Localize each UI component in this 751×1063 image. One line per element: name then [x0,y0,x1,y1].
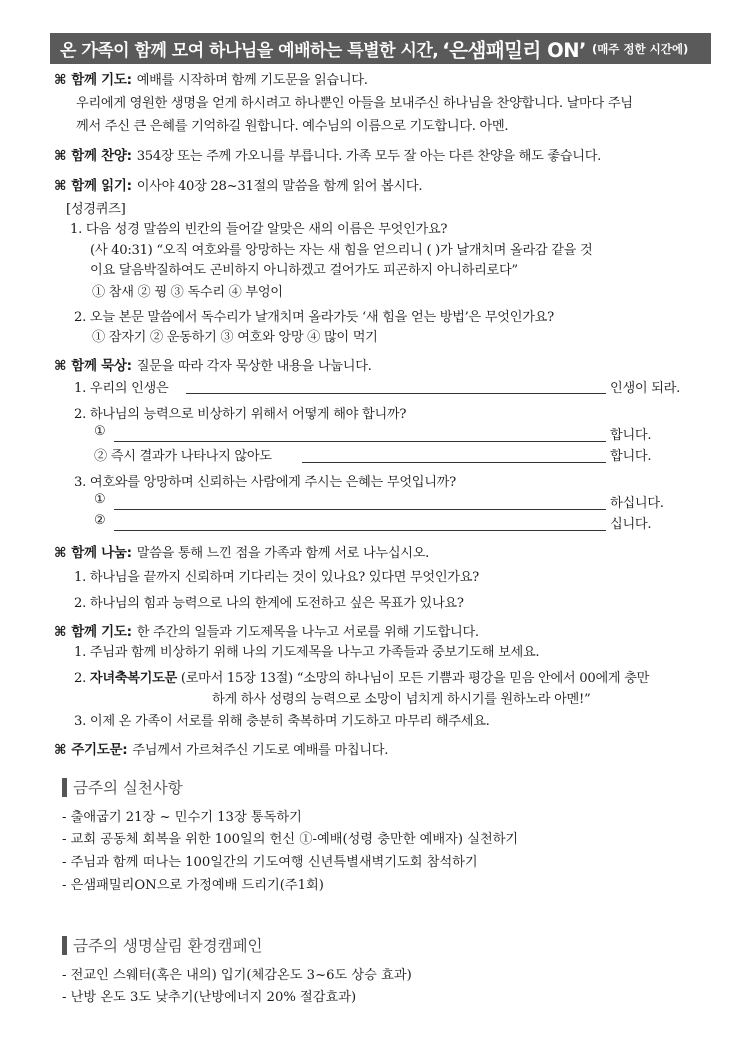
sharing-item: 2. 하나님의 힘과 능력으로 나의 한계에 도전하고 싶은 목표가 있나요? [74,596,464,611]
meditation-question: 1. 우리의 인생은 [74,381,169,396]
meditation-question: 3. 여호와를 앙망하며 신뢰하는 사람에게 주시는 은혜는 무엇입니까? [74,475,456,490]
answer-marker: ② [94,513,106,528]
section-prayer-opening [54,68,368,88]
section-prayer-closing [54,620,479,640]
section-heading: 함께 나눔: [71,545,132,561]
blessing-prayer-text: (로마서 15장 13절) “소망의 하나님이 모든 기쁨과 평강을 믿음 안에서 00에게 충만 [180,671,650,686]
quiz-label: [성경퀴즈] [66,202,126,217]
section-intro: 질문을 따라 각자 묵상한 내용을 나눕니다. [136,359,372,374]
practice-title: 금주의 실천사항 [73,779,183,797]
meditation-answer-suffix: 합니다. [610,449,652,464]
blessing-prayer-title: 자녀축복기도문 [89,671,177,686]
command-icon: ⌘ [54,742,67,758]
section-heading: 함께 묵상: [71,358,132,374]
command-icon: ⌘ [54,178,67,194]
page-banner [50,33,711,64]
meditation-answer-suffix: 합니다. [610,428,652,443]
answer-blank[interactable] [302,462,606,463]
meditation-question: 2. 하나님의 능력으로 비상하기 위해서 어떻게 해야 합니까? [74,407,407,422]
quiz-question: 1. 다음 성경 말씀의 빈칸의 들어갈 알맞은 새의 이름은 무엇인가요? [70,222,448,237]
practice-item: - 은샘패밀리ON으로 가정예배 드리기(주1회) [62,878,324,893]
section-heading: 함께 기도: [71,72,132,88]
section-intro: 말씀을 통해 느낀 점을 가족과 함께 서로 나누십시오. [136,546,430,561]
section-lords-prayer [54,738,388,758]
section-heading: 함께 기도: [71,624,132,640]
command-icon: ⌘ [54,358,67,374]
quiz-options: ① 참새 ② 꿩 ③ 독수리 ④ 부엉이 [92,285,283,300]
prayer-item: 1. 주님과 함께 비상하기 위해 나의 기도제목을 나누고 가족들과 중보기도해 보세요. [74,645,540,660]
campaign-item: - 난방 온도 3도 낮추기(난방에너지 20% 절감효과) [62,990,357,1005]
item-number: 2. [74,671,86,686]
banner-note: (매주 정한 시간에) [591,41,689,56]
section-praise [54,144,601,164]
meditation-answer-suffix: 하십니다. [610,496,664,511]
meditation-answer-suffix: 인생이 되라. [610,381,680,396]
command-icon: ⌘ [54,545,67,561]
answer-blank[interactable] [114,530,606,531]
section-intro: 한 주간의 일들과 기도제목을 나누고 서로를 위해 기도합니다. [136,625,479,640]
command-icon: ⌘ [54,624,67,640]
answer-marker: ② 즉시 결과가 나타나지 않아도 [94,449,272,464]
heading-bar [62,936,67,955]
banner-program-name: ‘은샘패밀리 ON’ [442,38,586,62]
quiz-question: 2. 오늘 본문 말씀에서 독수리가 날개치며 올라가듯 ‘새 힘을 얻는 방법’은 무엇인가요? [74,310,554,325]
quiz-verse: (사 40:31) “오직 여호와를 앙망하는 자는 새 힘을 얻으리니 ( )가 날개치며 올라감 같을 것 [90,243,593,258]
quiz-options: ① 잠자기 ② 운동하기 ③ 여호와 앙망 ④ 많이 먹기 [92,330,378,345]
answer-blank[interactable] [114,441,606,442]
command-icon: ⌘ [54,72,67,88]
section-reading [54,174,422,194]
heading-bar [62,778,67,797]
section-heading: 함께 읽기: [71,178,132,194]
practice-item: - 출애굽기 21장 ~ 민수기 13장 통독하기 [62,810,302,825]
answer-blank[interactable] [114,509,606,510]
campaign-title: 금주의 생명살림 환경캠페인 [73,937,263,955]
prayer-item [74,667,649,686]
section-intro: 예배를 시작하며 함께 기도문을 읽습니다. [136,73,368,88]
prayer-text-line: 우리에게 영원한 생명을 얻게 하시려고 하나뿐인 아들을 보내주신 하나님을 찬양합니다. 날마다 주님 [76,96,633,111]
command-icon: ⌘ [54,148,67,164]
meditation-answer-suffix: 십니다. [610,517,652,532]
answer-blank[interactable] [186,393,606,394]
campaign-item: - 전교인 스웨터(혹은 내의) 입기(체감온도 3~6도 상승 효과) [62,968,412,983]
section-text: 주님께서 가르쳐주신 기도로 예배를 마칩니다. [132,743,389,758]
blessing-prayer-continued: 하게 하사 성령의 능력으로 소망이 넘치게 하시기를 원하노라 아멘!” [212,692,591,707]
answer-marker: ① [94,492,106,507]
section-text: 이사야 40장 28~31절의 말씀을 함께 읽어 봅시다. [136,179,423,194]
campaign-heading [62,934,263,956]
practice-heading [62,776,183,798]
quiz-verse: 이요 달음박질하여도 곤비하지 아니하겠고 걸어가도 피곤하지 아니하리로다” [90,263,518,278]
section-text: 354장 또는 주께 가오니를 부릅니다. 가족 모두 잘 아는 다른 찬양을 해도 좋습니다. [136,149,602,164]
banner-title: 온 가족이 함께 모여 하나님을 예배하는 특별한 시간, [60,41,439,61]
practice-item: - 주님과 함께 떠나는 100일간의 기도여행 신년특별새벽기도회 참석하기 [62,855,478,870]
prayer-text-line: 께서 주신 큰 은혜를 기억하길 원합니다. 예수님의 이름으로 기도합니다. 아멘. [76,119,509,134]
practice-item: - 교회 공동체 회복을 위한 100일의 헌신 ①-예배(성령 충만한 예배자) 실천하기 [62,832,519,847]
section-meditation [54,354,372,374]
section-heading: 함께 찬양: [71,148,132,164]
section-sharing [54,541,429,561]
section-heading: 주기도문: [71,742,128,758]
prayer-item: 3. 이제 온 가족이 서로를 위해 충분히 축복하며 기도하고 마무리 해주세요. [74,714,490,729]
sharing-item: 1. 하나님을 끝까지 신뢰하며 기다리는 것이 있나요? 있다면 무엇인가요? [74,570,479,585]
answer-marker: ① [94,424,106,439]
